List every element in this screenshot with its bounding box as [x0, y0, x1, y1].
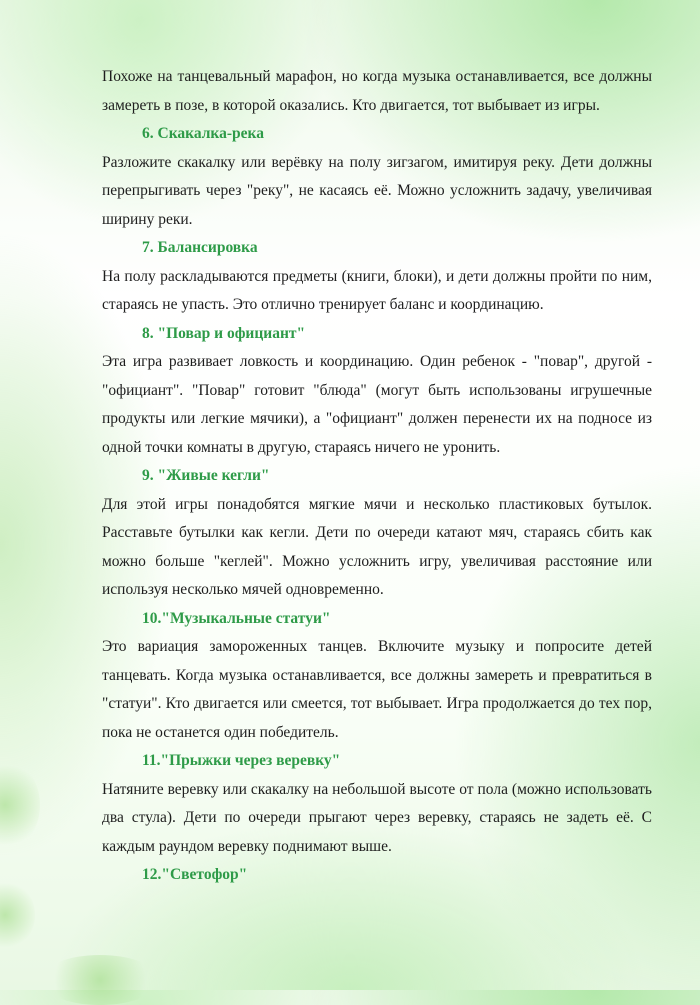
section-text-6: Разложите скакалку или верёвку на полу зигзагом, имитируя реку. Дети должны перепрыгивать через "реку", не касаясь её. Можно усложнить задачу, увеличивая ширину реки.	[102, 153, 652, 228]
intro-paragraph: Похоже на танцевальный марафон, но когда музыка останавливается, все должны замереть в позе, в которой оказались. Кто двигается, тот выбывает из игры.	[102, 68, 652, 114]
section-heading-10: 10."Музыкальные статуи"	[142, 609, 331, 627]
section-heading-11: 11."Прыжки через веревку"	[142, 752, 341, 769]
background-bokeh-bottom	[40, 955, 160, 1005]
section-heading-6: 6. Скакалка-река	[142, 125, 264, 142]
section-text-10: Это вариация замороженных танцев. Включите музыку и попросите детей танцевать. Когда музыка останавливается, все должны замереть и превратиться в "статуи". Кто двигается или смеется, тот выбывает. Игра продолжается до тех пор, пока не останется один победитель.	[102, 638, 652, 741]
section-heading-12: 12."Светофор"	[142, 866, 248, 883]
section-heading-8: 8. "Повар и официант"	[142, 324, 306, 342]
section-text-8: Эта игра развивает ловкость и координацию. Один ребенок - "повар", другой - "официант". "Повар" готовит "блюда" (могут быть использованы игрушечные продукты или легкие мячики), а "официант" должен перенести их на подносе из одной точки комнаты в другую, стараясь ничего не уронить.	[102, 353, 652, 456]
background-bokeh-left-lower	[0, 880, 35, 950]
section-text-7: На полу раскладываются предметы (книги, блоки), и дети должны пройти по ним, стараясь не упасть. Это отлично тренирует баланс и координацию.	[102, 267, 652, 313]
section-heading-7: 7. Балансировка	[142, 239, 258, 256]
section-text-11: Натяните веревку или скакалку на небольшой высоте от пола (можно использовать два стула). Дети по очереди прыгают через веревку, стараясь не задеть её. С каждым раундом веревку поднимают выше.	[102, 780, 652, 855]
section-text-9: Для этой игры понадобятся мягкие мячи и несколько пластиковых бутылок. Расставьте бутылки как кегли. Дети по очереди катают мяч, стараясь сбить как можно больше "кеглей". Можно усложнить игру, увеличивая расстояние или используя несколько мячей одновременно.	[102, 495, 652, 598]
section-heading-9: 9. "Живые кегли"	[142, 467, 270, 484]
document-page	[102, 63, 652, 890]
background-bokeh-left	[0, 760, 40, 850]
